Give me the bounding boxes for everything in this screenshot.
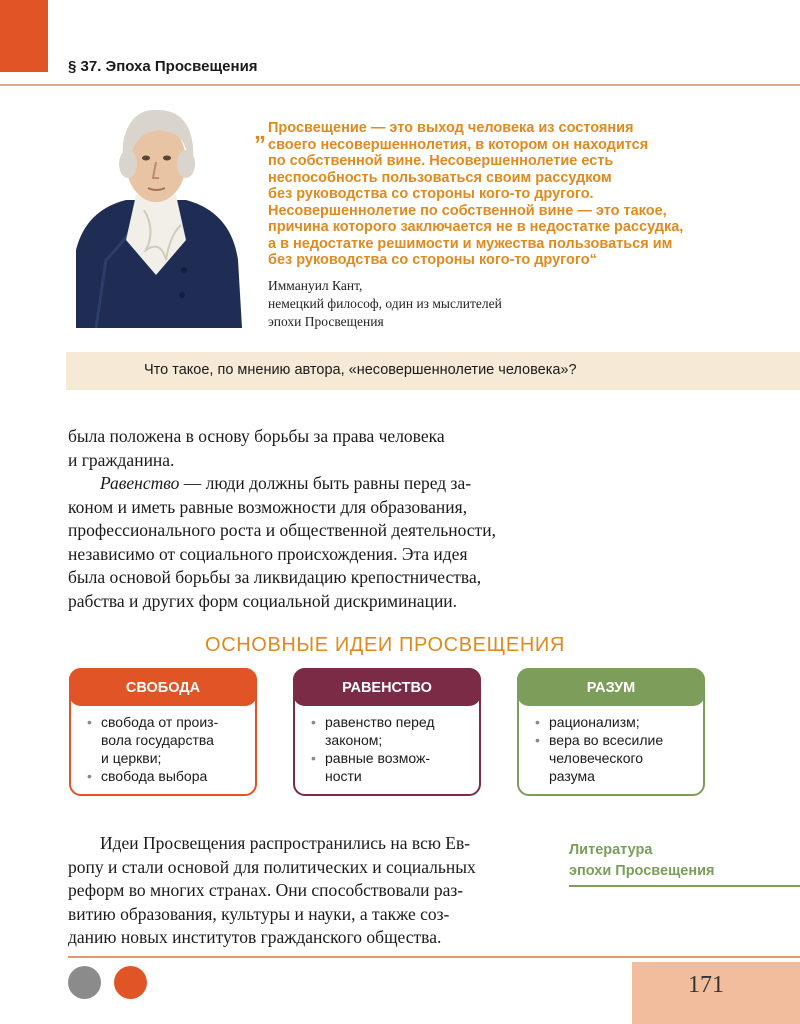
idea-card-equality <box>293 668 481 796</box>
body-line: коном и иметь равные возможности для образования, <box>68 496 468 517</box>
quote-author <box>268 277 502 331</box>
corner-accent <box>0 0 48 72</box>
orange-circle-icon <box>114 966 147 999</box>
body-line: витию образования, культуры и науки, а также соз- <box>68 903 450 924</box>
body-text-top <box>68 425 548 613</box>
body-line: профессионального роста и общественной деятельности, <box>68 520 496 540</box>
quote-last-line: без руководства со стороны кого-то другого <box>268 252 590 268</box>
body-line: была основой борьбы за ликвидацию крепостничества, <box>68 567 482 587</box>
kant-quote <box>254 120 724 269</box>
author-name: Иммануил Кант, <box>268 278 363 293</box>
quote-line: Несовершеннолетие по собственной вине — это такое, <box>268 202 667 219</box>
idea-card-item: • свобода выбора <box>101 767 255 785</box>
ideas-title-text: ОСНОВНЫЕ ИДЕИ ПРОСВЕЩЕНИЯ <box>205 634 565 656</box>
term-equality: Равенство <box>100 473 180 493</box>
section-header: § 37. Эпоха Просвещения <box>68 58 258 75</box>
author-desc: немецкий философ, один из мыслителей <box>268 296 502 311</box>
quote-line: без руководства со стороны кого-то другого. <box>268 186 594 202</box>
body-line: ропу и стали основой для политических и социальных <box>68 856 476 877</box>
body-line <box>68 472 548 496</box>
idea-card-item: • равные возмож- ности <box>325 749 479 785</box>
body-line: рабства и других форм социальной дискриминации. <box>68 590 458 611</box>
ideas-title <box>0 634 800 657</box>
idea-card-title: РАЗУМ <box>517 668 705 706</box>
quote-line: Просвещение — это выход человека из состояния <box>268 120 634 136</box>
body-line: независимо от социального происхождения. Эта идея <box>68 543 468 564</box>
quote-line <box>268 252 724 269</box>
kant-portrait <box>66 100 246 328</box>
question-text: Что такое, по мнению автора, «несовершеннолетие человека»? <box>144 362 577 378</box>
idea-card-item: • рационализм; <box>549 713 703 731</box>
footer-divider <box>68 956 800 958</box>
header-divider <box>0 84 800 86</box>
body-text-bottom <box>68 832 548 950</box>
idea-card-freedom <box>69 668 257 796</box>
quote-line: по собственной вине. Несовершеннолетие есть <box>268 153 614 169</box>
body-line-rest: — люди должны быть равны перед за- <box>179 473 472 493</box>
quote-line: неспособность пользоваться своим рассудком <box>268 169 612 186</box>
idea-card-title: РАВЕНСТВО <box>293 668 481 706</box>
sidebar-link-line: Литература <box>569 842 653 858</box>
quote-text <box>254 120 724 269</box>
body-line: данию новых институтов гражданского общества. <box>68 927 442 947</box>
page-number: 171 <box>688 972 724 998</box>
quote-line: причина которого заключается не в недостатке рассудка, <box>268 219 684 235</box>
quote-close-mark: “ <box>589 252 597 268</box>
body-line: и гражданина. <box>68 449 175 470</box>
idea-card-item: • равенство перед законом; <box>325 713 479 749</box>
sidebar-link-literature[interactable] <box>569 840 715 882</box>
quote-line: а в недостатке решимости и мужества пользоваться им <box>268 235 673 252</box>
idea-card-item: • свобода от произ- вола государства и церкви; <box>101 713 255 767</box>
idea-card-reason <box>517 668 705 796</box>
idea-card-title: СВОБОДА <box>69 668 257 706</box>
sidebar-link-line: эпохи Просвещения <box>569 863 715 879</box>
sidebar-link-underline <box>569 885 800 887</box>
page-number-box <box>632 962 800 1024</box>
author-desc: эпохи Просвещения <box>268 314 384 329</box>
idea-card-item: • вера во всесилие человеческого разума <box>549 731 703 785</box>
question-band <box>66 352 800 390</box>
body-line: была положена в основу борьбы за права человека <box>68 426 445 446</box>
gray-circle-icon <box>68 966 101 999</box>
quote-line: своего несовершеннолетия, в котором он находится <box>268 136 649 153</box>
body-line: Идеи Просвещения распространились на всю Ев- <box>100 833 471 853</box>
body-line: реформ во многих странах. Они способствовали раз- <box>68 880 464 900</box>
quote-open-mark: „ <box>254 118 266 145</box>
